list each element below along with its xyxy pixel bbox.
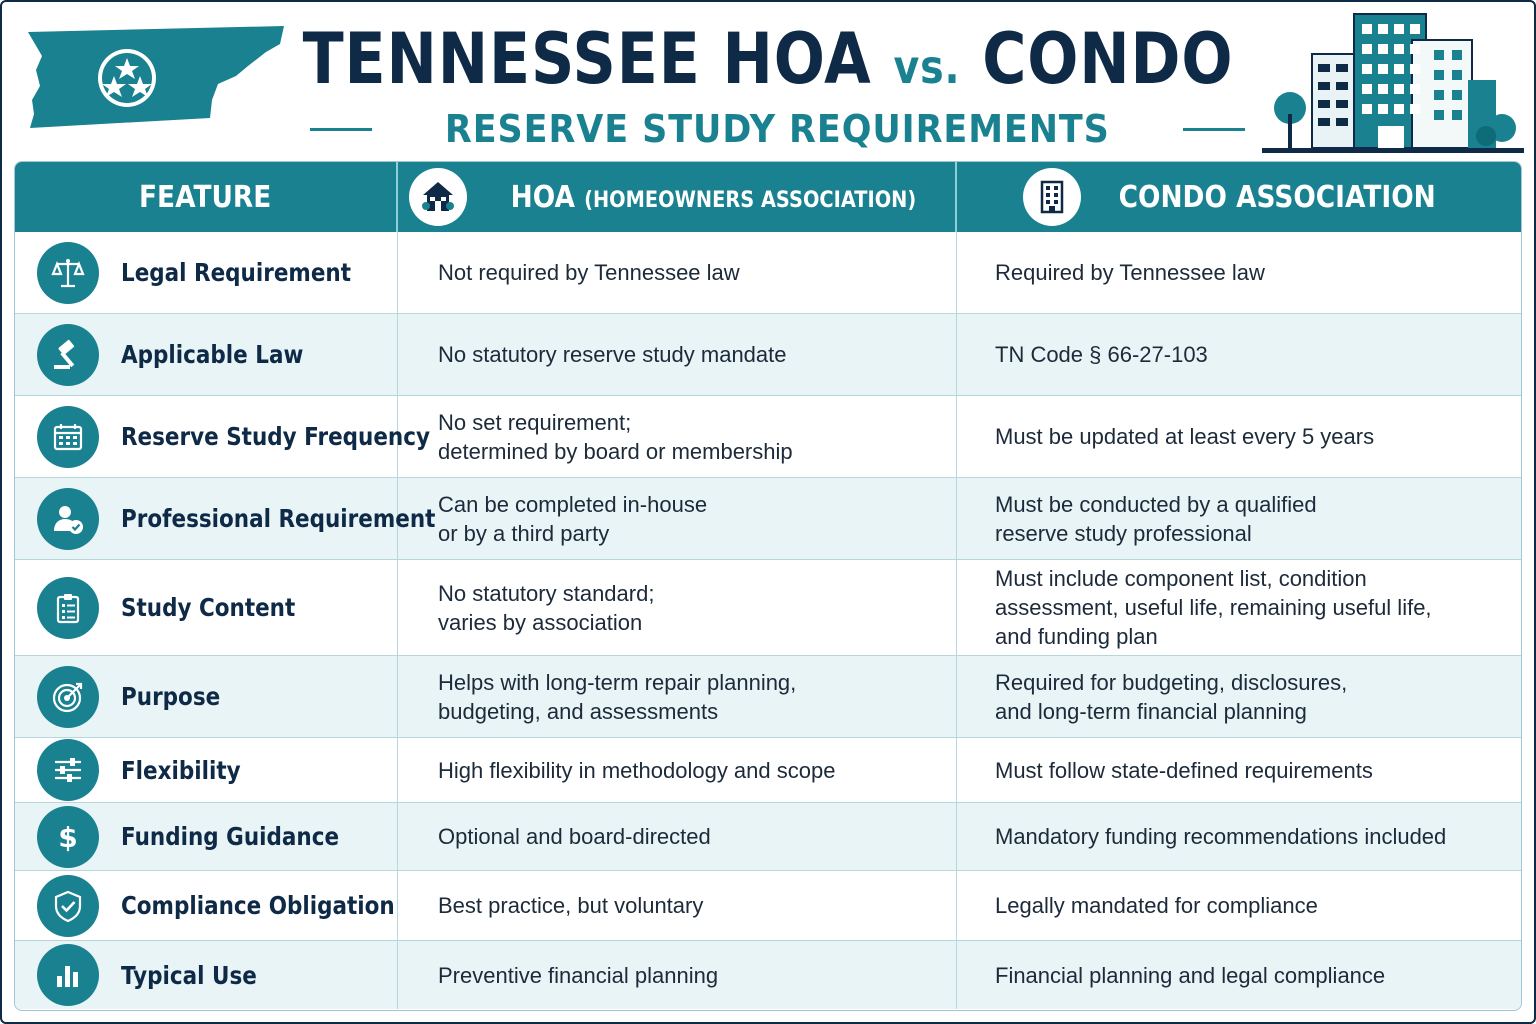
house-icon <box>409 168 467 226</box>
condo-cell <box>957 738 1522 802</box>
table-header <box>15 162 1522 232</box>
condo-cell <box>957 314 1522 395</box>
comparison-table <box>14 161 1522 1011</box>
feature-label: Study Content <box>121 593 296 622</box>
hoa-cell <box>398 232 957 313</box>
hoa-value: Can be completed in-house or by a third party <box>438 491 708 546</box>
condo-cell <box>957 941 1522 1009</box>
hoa-value: No set requirement; determined by board or membership <box>438 409 793 464</box>
table-row <box>15 737 1522 802</box>
feature-cell <box>15 803 398 870</box>
hoa-cell <box>398 478 957 559</box>
table-row <box>15 395 1522 477</box>
hoa-value: Optional and board-directed <box>438 824 711 849</box>
hoa-cell <box>398 738 957 802</box>
feature-cell <box>15 656 398 737</box>
hoa-value: High flexibility in methodology and scope <box>438 757 836 783</box>
feature-cell <box>15 478 436 559</box>
sliders-icon <box>37 739 99 801</box>
column-header-condo <box>957 162 1522 232</box>
professional-icon <box>37 488 99 550</box>
hoa-cell <box>398 314 957 395</box>
feature-label: Professional Requirement <box>121 504 436 533</box>
condo-value: Must include component list, condition assessment, useful life, remaining useful life, and funding plan <box>995 566 1432 649</box>
feature-label: Flexibility <box>121 755 241 785</box>
table-row <box>15 477 1522 559</box>
table-row <box>15 802 1522 870</box>
table-row <box>15 940 1522 1009</box>
subtitle-row <box>300 104 1255 154</box>
hoa-value: Preventive financial planning <box>438 962 719 988</box>
table-row <box>15 559 1522 655</box>
hoa-cell <box>398 871 957 940</box>
table-row <box>15 870 1522 940</box>
title-vs: vs. <box>893 40 961 94</box>
feature-cell <box>15 560 398 655</box>
condo-value: Must be conducted by a qualified reserve study professional <box>995 491 1317 546</box>
condo-value: Required by Tennessee law <box>995 260 1265 285</box>
calendar-icon <box>37 406 99 468</box>
condo-value: Must follow state-defined requirements <box>995 757 1373 783</box>
page-title <box>108 14 1429 112</box>
table-body <box>15 232 1522 1009</box>
feature-label: Typical Use <box>121 960 257 990</box>
shield-check-icon <box>37 875 99 937</box>
clipboard-icon <box>37 577 99 639</box>
table-row <box>15 232 1522 313</box>
condo-cell <box>957 232 1522 313</box>
buildings-illustration-icon <box>1262 10 1524 155</box>
hoa-value: No statutory reserve study mandate <box>438 342 787 367</box>
feature-cell <box>15 871 398 940</box>
condo-cell <box>957 560 1522 655</box>
column-header-hoa <box>398 162 957 232</box>
title-part-1: TENNESSEE HOA <box>302 18 872 100</box>
bar-chart-icon <box>37 944 99 1006</box>
hoa-cell <box>398 803 957 870</box>
condo-value: Financial planning and legal compliance <box>995 962 1386 988</box>
condo-value: Mandatory funding recommendations included <box>995 824 1447 849</box>
condo-value: Must be updated at least every 5 years <box>995 424 1375 449</box>
table-row <box>15 655 1522 737</box>
column-header-feature: FEATURE <box>15 162 398 232</box>
hoa-header-sublabel: (HOMEOWNERS ASSOCIATION) <box>584 187 917 213</box>
building-icon <box>1023 168 1081 226</box>
feature-label: Legal Requirement <box>121 258 351 287</box>
target-icon <box>37 666 99 728</box>
feature-label: Applicable Law <box>121 340 304 369</box>
feature-label: Funding Guidance <box>121 822 340 851</box>
hoa-value: Not required by Tennessee law <box>438 260 740 285</box>
hoa-value: No statutory standard; varies by association <box>438 580 655 635</box>
gavel-icon <box>37 324 99 386</box>
condo-cell <box>957 478 1522 559</box>
hoa-value: Helps with long-term repair planning, budgeting, and assessments <box>438 669 797 724</box>
hoa-cell <box>398 656 957 737</box>
condo-value: TN Code § 66-27-103 <box>995 342 1208 367</box>
feature-cell <box>15 314 398 395</box>
title-part-2: CONDO <box>982 18 1234 100</box>
condo-header-label: CONDO ASSOCIATION <box>1118 179 1436 215</box>
table-row <box>15 313 1522 395</box>
feature-label: Reserve Study Frequency <box>121 422 431 451</box>
feature-cell <box>15 941 398 1009</box>
dollar-icon <box>37 806 99 868</box>
hoa-cell <box>398 396 957 477</box>
page-subtitle: RESERVE STUDY REQUIREMENTS <box>445 107 1110 151</box>
condo-cell <box>957 656 1522 737</box>
header <box>0 0 1536 160</box>
hoa-cell <box>398 941 957 1009</box>
feature-label: Purpose <box>121 682 221 711</box>
condo-cell <box>957 871 1522 940</box>
feature-cell <box>15 232 398 313</box>
condo-value: Legally mandated for compliance <box>995 893 1318 918</box>
feature-label: Compliance Obligation <box>121 891 395 920</box>
condo-cell <box>957 803 1522 870</box>
hoa-cell <box>398 560 957 655</box>
feature-cell <box>15 396 431 477</box>
hoa-header-label: HOA <box>510 179 575 215</box>
condo-cell <box>957 396 1522 477</box>
condo-value: Required for budgeting, disclosures, and long-term financial planning <box>995 669 1348 724</box>
svg-text:$: $ <box>58 820 78 854</box>
feature-cell <box>15 738 398 802</box>
scales-icon <box>37 242 99 304</box>
subtitle-rule-right <box>1183 128 1245 131</box>
hoa-value: Best practice, but voluntary <box>438 893 704 918</box>
subtitle-rule-left <box>310 128 372 131</box>
